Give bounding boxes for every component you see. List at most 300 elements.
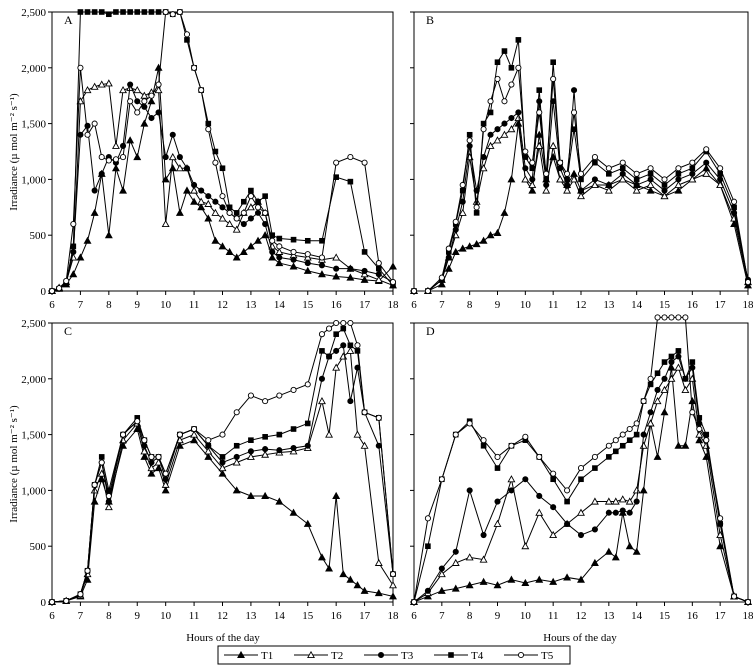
data-point bbox=[592, 454, 597, 459]
data-point bbox=[474, 210, 479, 215]
data-point bbox=[127, 137, 133, 143]
data-point bbox=[669, 359, 674, 364]
data-point bbox=[640, 443, 646, 449]
panel-letter: D bbox=[426, 324, 435, 338]
data-point bbox=[305, 421, 310, 426]
data-point bbox=[669, 315, 674, 320]
data-point bbox=[362, 410, 367, 415]
data-point bbox=[234, 454, 239, 459]
data-point bbox=[347, 348, 353, 354]
data-point bbox=[113, 157, 118, 162]
series-t5 bbox=[49, 9, 395, 293]
data-point bbox=[564, 574, 570, 580]
data-point bbox=[376, 272, 381, 277]
data-point bbox=[502, 49, 507, 54]
data-point bbox=[565, 499, 570, 504]
data-point bbox=[578, 171, 583, 176]
data-point bbox=[191, 182, 196, 187]
x-tick-label: 12 bbox=[217, 610, 228, 622]
data-point bbox=[92, 10, 97, 15]
data-point bbox=[508, 126, 514, 132]
data-point bbox=[634, 499, 639, 504]
data-point bbox=[156, 454, 161, 459]
data-point bbox=[731, 594, 736, 599]
x-tick-label: 6 bbox=[411, 610, 417, 622]
panel-letter: C bbox=[64, 324, 73, 338]
data-point bbox=[277, 236, 282, 241]
x-tick-label: 17 bbox=[359, 299, 371, 311]
data-point bbox=[579, 177, 584, 182]
y-tick-label: 1,000 bbox=[21, 174, 46, 187]
data-point bbox=[620, 508, 625, 513]
data-point bbox=[120, 154, 125, 159]
data-point bbox=[683, 376, 688, 381]
data-point bbox=[106, 158, 111, 163]
data-point bbox=[523, 434, 528, 439]
data-point bbox=[390, 263, 396, 269]
data-point bbox=[606, 171, 611, 176]
data-point bbox=[508, 576, 514, 582]
data-point bbox=[669, 354, 674, 359]
data-point bbox=[537, 99, 542, 104]
data-point bbox=[121, 10, 126, 15]
data-point bbox=[439, 566, 444, 571]
data-point bbox=[120, 432, 125, 437]
data-point bbox=[662, 177, 667, 182]
panel-c bbox=[21, 318, 399, 622]
data-point bbox=[467, 132, 472, 137]
data-point bbox=[91, 498, 97, 504]
data-point bbox=[376, 261, 381, 266]
x-axis-label-right: Hours of the day bbox=[543, 632, 617, 644]
data-point bbox=[488, 99, 493, 104]
x-tick-label: 16 bbox=[330, 610, 342, 622]
data-point bbox=[227, 210, 232, 215]
data-point bbox=[170, 132, 175, 137]
data-point bbox=[177, 210, 183, 216]
data-point bbox=[163, 154, 168, 159]
data-point bbox=[92, 121, 97, 126]
data-point bbox=[390, 279, 395, 284]
x-tick-label: 17 bbox=[714, 610, 726, 622]
y-axis-label-bottom: Irradiance (µ mol m⁻² s⁻¹) bbox=[8, 405, 20, 523]
data-point bbox=[348, 343, 353, 348]
legend bbox=[218, 646, 570, 664]
data-point bbox=[466, 554, 472, 560]
data-point bbox=[467, 138, 472, 143]
data-point bbox=[99, 10, 104, 15]
data-point bbox=[473, 241, 479, 247]
x-tick-label: 10 bbox=[160, 610, 172, 622]
data-point bbox=[99, 171, 104, 176]
data-point bbox=[106, 499, 111, 504]
x-tick-label: 18 bbox=[387, 299, 399, 311]
data-point bbox=[592, 466, 597, 471]
x-tick-label: 9 bbox=[134, 610, 140, 622]
series-t2 bbox=[49, 80, 396, 293]
data-point bbox=[446, 246, 451, 251]
data-point bbox=[529, 187, 535, 193]
data-point bbox=[354, 431, 360, 437]
data-point bbox=[390, 582, 396, 588]
data-point bbox=[613, 449, 618, 454]
data-point bbox=[170, 12, 175, 17]
data-point bbox=[537, 454, 542, 459]
x-tick-label: 9 bbox=[134, 299, 140, 311]
x-tick-label: 15 bbox=[659, 610, 670, 622]
data-point bbox=[341, 320, 346, 325]
data-point bbox=[745, 599, 750, 604]
data-point bbox=[120, 187, 126, 193]
data-point bbox=[551, 505, 556, 510]
data-point bbox=[361, 443, 367, 449]
data-point bbox=[205, 215, 211, 221]
series-t1 bbox=[411, 364, 751, 604]
data-point bbox=[106, 232, 112, 238]
data-point bbox=[71, 244, 76, 249]
series-t4 bbox=[50, 10, 396, 294]
panel-letter: A bbox=[64, 13, 73, 27]
data-point bbox=[633, 487, 639, 493]
data-point bbox=[142, 438, 147, 443]
data-point bbox=[613, 438, 618, 443]
data-point bbox=[509, 115, 514, 120]
data-point bbox=[544, 182, 549, 187]
y-tick-label: 0 bbox=[40, 286, 46, 298]
panel-b bbox=[410, 12, 753, 311]
data-point bbox=[376, 266, 381, 271]
data-point bbox=[156, 110, 161, 115]
data-point bbox=[537, 88, 542, 93]
data-point bbox=[509, 82, 514, 87]
data-point bbox=[571, 110, 576, 115]
x-tick-label: 11 bbox=[547, 610, 559, 622]
data-point bbox=[676, 177, 681, 182]
data-point bbox=[170, 154, 176, 160]
data-point bbox=[467, 488, 472, 493]
data-point bbox=[495, 454, 500, 459]
series-t5 bbox=[411, 315, 750, 605]
legend-label: T2 bbox=[331, 650, 344, 662]
data-point bbox=[662, 315, 667, 320]
data-point bbox=[502, 99, 507, 104]
data-point bbox=[291, 257, 296, 262]
data-point bbox=[620, 166, 625, 171]
data-point bbox=[578, 188, 583, 193]
data-point bbox=[134, 154, 140, 160]
data-point bbox=[376, 415, 381, 420]
y-tick-label: 1,500 bbox=[21, 429, 46, 442]
data-point bbox=[78, 10, 83, 15]
data-point bbox=[620, 160, 625, 165]
y-tick-label: 2,500 bbox=[21, 318, 46, 330]
data-point bbox=[627, 426, 632, 431]
data-point bbox=[234, 443, 239, 448]
data-point bbox=[655, 371, 660, 376]
data-point bbox=[263, 210, 268, 215]
data-point bbox=[305, 443, 310, 448]
data-point bbox=[319, 332, 324, 337]
data-point bbox=[613, 510, 618, 515]
data-point bbox=[191, 65, 196, 70]
data-point bbox=[206, 443, 211, 448]
data-point bbox=[291, 237, 296, 242]
data-point bbox=[248, 393, 253, 398]
data-point bbox=[376, 443, 381, 448]
data-point bbox=[704, 432, 709, 437]
data-point bbox=[263, 434, 268, 439]
data-point bbox=[99, 154, 104, 159]
data-point bbox=[647, 187, 653, 193]
data-point bbox=[634, 171, 639, 176]
data-point bbox=[206, 194, 211, 199]
data-point bbox=[453, 219, 458, 224]
data-point bbox=[334, 266, 339, 271]
data-point bbox=[523, 477, 528, 482]
data-point bbox=[362, 160, 367, 165]
data-point bbox=[571, 88, 576, 93]
data-point bbox=[263, 221, 268, 226]
data-point bbox=[91, 210, 97, 216]
data-point bbox=[690, 160, 695, 165]
data-point bbox=[648, 410, 653, 415]
data-point bbox=[522, 176, 528, 182]
data-point bbox=[220, 454, 225, 459]
data-point bbox=[263, 194, 268, 199]
data-point bbox=[234, 410, 239, 415]
data-point bbox=[481, 438, 486, 443]
data-point bbox=[162, 487, 168, 493]
data-point bbox=[481, 443, 486, 448]
data-point bbox=[480, 579, 486, 585]
data-point bbox=[530, 160, 535, 165]
data-point bbox=[453, 432, 458, 437]
data-point bbox=[291, 387, 296, 392]
x-tick-label: 8 bbox=[106, 299, 112, 311]
data-point bbox=[564, 182, 569, 187]
x-tick-label: 6 bbox=[49, 299, 55, 311]
data-point bbox=[220, 205, 225, 210]
data-point bbox=[220, 432, 225, 437]
data-point bbox=[453, 249, 459, 255]
data-point bbox=[177, 154, 182, 159]
x-tick-label: 14 bbox=[273, 299, 285, 311]
data-point bbox=[305, 382, 310, 387]
data-point bbox=[220, 460, 225, 465]
data-point bbox=[305, 238, 310, 243]
x-tick-label: 15 bbox=[302, 610, 314, 622]
x-tick-label: 10 bbox=[519, 610, 531, 622]
data-point bbox=[530, 177, 535, 182]
data-point bbox=[634, 421, 639, 426]
data-point bbox=[234, 216, 239, 221]
data-point bbox=[661, 387, 667, 393]
data-point bbox=[277, 244, 282, 249]
panel-a bbox=[21, 7, 399, 311]
x-tick-label: 8 bbox=[106, 610, 112, 622]
series-t4 bbox=[412, 37, 751, 293]
x-tick-label: 10 bbox=[519, 299, 531, 311]
plot-frame bbox=[414, 323, 748, 602]
data-point bbox=[648, 166, 653, 171]
y-tick-label: 500 bbox=[29, 541, 46, 554]
data-point bbox=[516, 110, 521, 115]
data-point bbox=[199, 88, 204, 93]
panel-letter: B bbox=[426, 13, 435, 27]
data-point bbox=[544, 177, 549, 182]
legend-label: T4 bbox=[471, 650, 484, 662]
data-point bbox=[291, 427, 296, 432]
data-point bbox=[662, 188, 667, 193]
data-point bbox=[509, 443, 514, 448]
x-tick-label: 18 bbox=[387, 610, 399, 622]
data-point bbox=[523, 155, 528, 160]
data-point bbox=[333, 364, 339, 370]
x-tick-label: 7 bbox=[439, 299, 445, 311]
data-point bbox=[522, 543, 528, 549]
data-point bbox=[683, 315, 688, 320]
data-point bbox=[241, 210, 246, 215]
data-point bbox=[57, 286, 62, 291]
data-point bbox=[654, 454, 660, 460]
x-tick-label: 18 bbox=[742, 610, 753, 622]
data-point bbox=[135, 10, 140, 15]
data-point bbox=[49, 288, 54, 293]
data-point bbox=[675, 182, 681, 188]
legend-marker bbox=[449, 653, 454, 658]
data-point bbox=[156, 10, 161, 15]
data-point bbox=[241, 221, 246, 226]
data-point bbox=[508, 176, 514, 182]
data-point bbox=[255, 205, 260, 210]
series-line bbox=[414, 124, 748, 291]
data-point bbox=[481, 532, 486, 537]
data-point bbox=[348, 154, 353, 159]
data-point bbox=[113, 10, 118, 15]
data-point bbox=[647, 182, 653, 188]
data-point bbox=[156, 82, 161, 87]
data-point bbox=[592, 177, 597, 182]
data-point bbox=[425, 588, 430, 593]
data-point bbox=[149, 454, 154, 459]
data-point bbox=[516, 37, 521, 42]
data-point bbox=[557, 176, 563, 182]
data-point bbox=[523, 166, 528, 171]
data-point bbox=[481, 154, 486, 159]
x-tick-label: 11 bbox=[547, 299, 559, 311]
data-point bbox=[620, 176, 626, 182]
data-point bbox=[488, 132, 493, 137]
data-point bbox=[106, 12, 111, 17]
data-point bbox=[501, 210, 507, 216]
data-point bbox=[439, 477, 444, 482]
data-point bbox=[163, 9, 168, 14]
data-point bbox=[662, 360, 667, 365]
data-point bbox=[177, 432, 182, 437]
series-t3 bbox=[49, 82, 395, 294]
x-tick-label: 12 bbox=[217, 299, 228, 311]
data-point bbox=[376, 277, 382, 283]
data-point bbox=[64, 598, 69, 603]
data-point bbox=[333, 254, 339, 260]
data-point bbox=[85, 132, 90, 137]
data-point bbox=[206, 127, 211, 132]
data-point bbox=[85, 568, 90, 573]
data-point bbox=[627, 510, 632, 515]
data-point bbox=[77, 254, 83, 260]
data-point bbox=[606, 454, 611, 459]
x-tick-label: 12 bbox=[575, 610, 587, 622]
data-point bbox=[467, 421, 472, 426]
data-point bbox=[439, 275, 444, 280]
data-point bbox=[71, 221, 76, 226]
data-point bbox=[495, 499, 500, 504]
data-point bbox=[495, 76, 500, 81]
data-point bbox=[578, 532, 583, 537]
data-point bbox=[334, 332, 339, 337]
data-point bbox=[620, 432, 625, 437]
series-t1 bbox=[49, 426, 396, 605]
data-point bbox=[592, 160, 597, 165]
data-point bbox=[564, 171, 569, 176]
data-point bbox=[263, 399, 268, 404]
data-point bbox=[213, 199, 218, 204]
data-point bbox=[78, 65, 83, 70]
data-point bbox=[453, 549, 458, 554]
data-point bbox=[319, 263, 324, 268]
data-point bbox=[516, 65, 521, 70]
data-point bbox=[564, 187, 570, 193]
x-tick-label: 11 bbox=[188, 610, 200, 622]
data-point bbox=[411, 288, 416, 293]
x-axis-label-left: Hours of the day bbox=[186, 632, 260, 644]
data-point bbox=[163, 477, 168, 482]
data-point bbox=[184, 187, 190, 193]
data-point bbox=[564, 488, 569, 493]
data-point bbox=[78, 132, 83, 137]
data-point bbox=[579, 477, 584, 482]
data-point bbox=[620, 496, 626, 502]
data-point bbox=[425, 544, 430, 549]
data-point bbox=[494, 521, 500, 527]
panel-d bbox=[410, 315, 753, 622]
data-point bbox=[128, 99, 133, 104]
data-point bbox=[606, 443, 611, 448]
y-tick-label: 1,000 bbox=[21, 485, 46, 498]
data-point bbox=[606, 166, 611, 171]
legend-marker bbox=[518, 652, 523, 657]
data-point bbox=[276, 498, 282, 504]
x-tick-label: 9 bbox=[494, 610, 501, 622]
data-point bbox=[92, 188, 97, 193]
data-point bbox=[334, 320, 339, 325]
series-t2 bbox=[411, 364, 751, 604]
data-point bbox=[495, 466, 500, 471]
data-point bbox=[269, 254, 275, 260]
data-point bbox=[99, 460, 104, 465]
data-point bbox=[661, 409, 667, 415]
data-point bbox=[509, 65, 514, 70]
x-tick-label: 10 bbox=[160, 299, 172, 311]
data-point bbox=[558, 160, 563, 165]
data-point bbox=[170, 165, 176, 171]
data-point bbox=[543, 187, 549, 193]
data-point bbox=[676, 166, 681, 171]
data-point bbox=[690, 410, 695, 415]
data-point bbox=[78, 592, 83, 597]
data-point bbox=[565, 177, 570, 182]
data-point bbox=[348, 179, 353, 184]
